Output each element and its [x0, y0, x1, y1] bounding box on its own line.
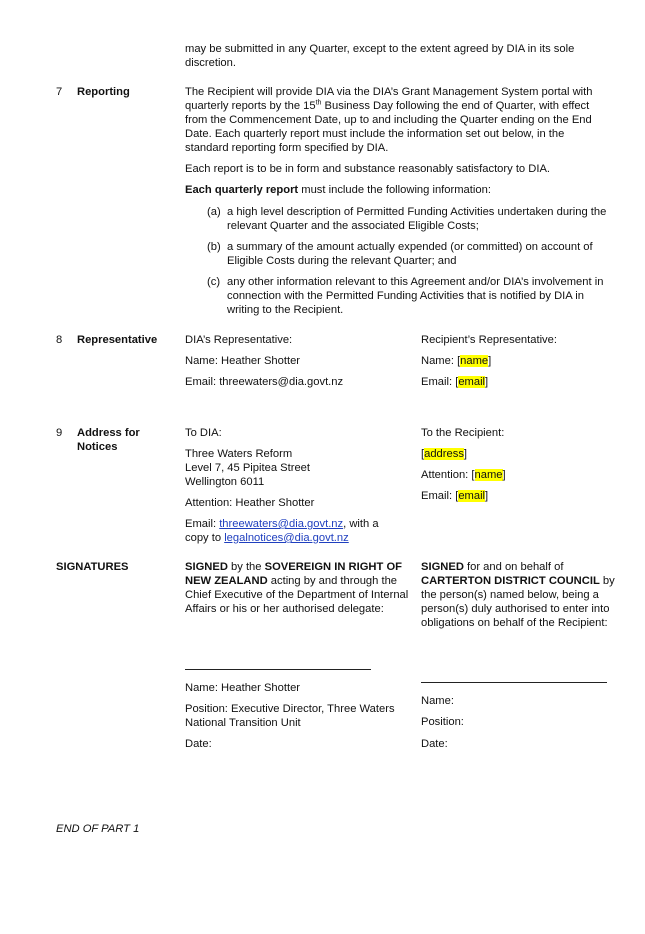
- item-b-text: a summary of the amount actually expended (or committed) on account of Eligible Costs during the relevant Quarter; and: [227, 241, 593, 267]
- recipient-signatory-date: Date:: [421, 738, 448, 750]
- legalnotices-email-link[interactable]: legalnotices@dia.govt.nz: [224, 532, 349, 544]
- dia-address-line-3: Wellington 6011: [185, 476, 265, 488]
- dia-notice-to: To DIA:: [185, 427, 222, 439]
- recipient-notice-attention: Attention: [name]: [421, 469, 506, 481]
- dia-address-line-2: Level 7, 45 Pipitea Street: [185, 462, 311, 474]
- clause-7-para-1: The Recipient will provide DIA via the DIA’s Grant Management System portal with quarterly reports by the 15th Business Day following the end of Quarter, with effect from the Commencement Date, up to and including the Quarter ending on the End Date. Each quarterly report must include the information set out below, in the standard reporting form specified by DIA.: [185, 86, 593, 154]
- dia-signatory-name: Name: Heather Shotter: [185, 682, 301, 694]
- signatures-heading: SIGNATURES: [56, 561, 129, 573]
- intro-line-2: discretion.: [185, 57, 236, 69]
- recipient-rep-email: Email: [email]: [421, 376, 489, 388]
- clause-7-heading: Reporting: [77, 86, 130, 98]
- name-placeholder: name: [460, 355, 489, 367]
- recipient-rep-title: Recipient’s Representative:: [421, 334, 557, 346]
- dia-signatory-position: Position: Executive Director, Three Waters National Transition Unit: [185, 703, 395, 729]
- dia-address-line-1: Three Waters Reform: [185, 448, 293, 460]
- intro-line-1: may be submitted in any Quarter, except to the extent agreed by DIA in its sole: [185, 43, 575, 55]
- clause-9-heading: Address for Notices: [77, 427, 140, 453]
- dia-signatory-date: Date:: [185, 738, 212, 750]
- item-a-letter: (a): [207, 206, 221, 218]
- address-placeholder: address: [424, 448, 464, 460]
- clause-8-number: 8: [56, 334, 63, 346]
- dia-notice-attention: Attention: Heather Shotter: [185, 497, 315, 509]
- dia-rep-title: DIA’s Representative:: [185, 334, 293, 346]
- recipient-notice-email: Email: [email]: [421, 490, 489, 502]
- recipient-signature-line: [421, 682, 607, 683]
- clause-7-para-2: Each report is to be in form and substance reasonably satisfactory to DIA.: [185, 163, 551, 175]
- recipient-notice-address: [address]: [421, 448, 468, 460]
- clause-9-number: 9: [56, 427, 63, 439]
- item-c-text: any other information relevant to this Agreement and/or DIA’s involvement in connection with the Permitted Funding Activities that is notified by DIA in writing to the Recipient.: [227, 276, 604, 316]
- recipient-signatory-name: Name:: [421, 695, 454, 707]
- clause-7-para-3: Each quarterly report must include the following information:: [185, 184, 491, 196]
- recipient-rep-name: Name: [name]: [421, 355, 492, 367]
- end-of-part-label: END OF PART 1: [56, 823, 140, 835]
- email-placeholder: email: [458, 376, 486, 388]
- recipient-notice-to: To the Recipient:: [421, 427, 505, 439]
- dia-notice-copy: copy to legalnotices@dia.govt.nz: [185, 532, 349, 544]
- item-b-letter: (b): [207, 241, 221, 253]
- notice-email-placeholder: email: [458, 490, 486, 502]
- attention-name-placeholder: name: [474, 469, 503, 481]
- dia-rep-name: Name: Heather Shotter: [185, 355, 301, 367]
- item-a-text: a high level description of Permitted Funding Activities undertaken during the relevant Quarter and the associated Eligible Costs;: [227, 206, 607, 232]
- dia-signature-line: [185, 669, 371, 670]
- recipient-signatory-position: Position:: [421, 716, 464, 728]
- recipient-signing-block: SIGNED for and on behalf of CARTERTON DISTRICT COUNCIL by the person(s) named below, being a person(s) duly authorised to enter into obligations on behalf of the Recipient:: [421, 561, 615, 629]
- dia-rep-email: Email: threewaters@dia.govt.nz: [185, 376, 344, 388]
- dia-signing-block: SIGNED by the SOVEREIGN IN RIGHT OF NEW ZEALAND acting by and through the Chief Executive of the Department of Internal Affairs or his or her authorised delegate:: [185, 561, 409, 615]
- clause-7-number: 7: [56, 86, 63, 98]
- clause-8-heading: Representative: [77, 334, 158, 346]
- threewaters-email-link[interactable]: threewaters@dia.govt.nz: [219, 518, 344, 530]
- dia-notice-email: Email: threewaters@dia.govt.nz, with a: [185, 518, 379, 530]
- item-c-letter: (c): [207, 276, 221, 288]
